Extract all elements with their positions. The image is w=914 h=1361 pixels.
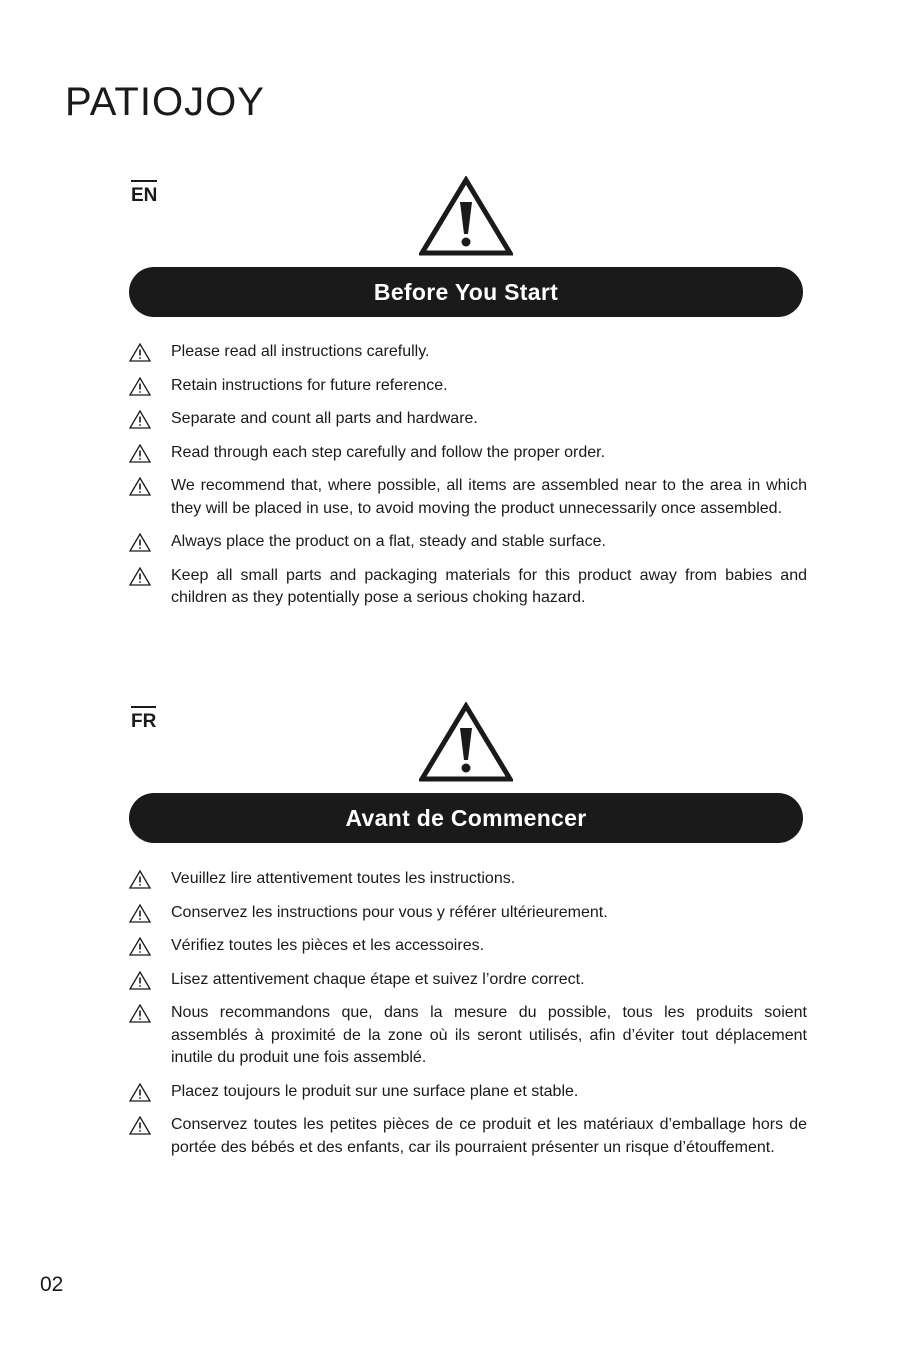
list-item: Vérifiez toutes les pièces et les accessoires. [129, 935, 807, 958]
warning-triangle-icon [129, 904, 151, 923]
warning-triangle-icon [129, 377, 151, 396]
warning-triangle-icon [129, 343, 151, 362]
list-item: Placez toujours le produit sur une surface plane et stable. [129, 1081, 807, 1104]
warning-triangle-icon [129, 1116, 151, 1135]
list-item: Read through each step carefully and follow the proper order. [129, 442, 807, 465]
list-item: Conservez toutes les petites pièces de ce produit et les matériaux d’emballage hors de portée des bébés et des enfants, car ils pourraient présenter un risque d’étouffement. [129, 1114, 807, 1159]
warning-triangle-icon [419, 702, 513, 782]
warning-triangle-icon [129, 567, 151, 586]
language-label-en: EN [131, 180, 157, 205]
warning-triangle-icon [129, 444, 151, 463]
list-item: Always place the product on a flat, steady and stable surface. [129, 531, 807, 554]
section-title-banner-fr [129, 793, 803, 843]
list-item: Retain instructions for future reference. [129, 375, 807, 398]
brand-logo: PATIOJOY [65, 80, 265, 124]
section-title: Before You Start [373, 278, 559, 305]
section-title: Avant de Commencer [345, 804, 587, 831]
warning-triangle-icon [129, 937, 151, 956]
warning-triangle-icon [129, 1004, 151, 1023]
warning-triangle-icon [419, 176, 513, 256]
warning-triangle-icon [129, 533, 151, 552]
section-title-banner-en [129, 267, 803, 317]
language-label-fr: FR [131, 706, 156, 731]
list-item: Lisez attentivement chaque étape et suivez l’ordre correct. [129, 969, 807, 992]
instruction-list-en [129, 341, 807, 621]
list-item: Keep all small parts and packaging materials for this product away from babies and children as they potentially pose a serious choking hazard. [129, 565, 807, 610]
list-item: Separate and count all parts and hardware. [129, 408, 807, 431]
warning-triangle-icon [129, 477, 151, 496]
list-item: We recommend that, where possible, all items are assembled near to the area in which they will be placed in use, to avoid moving the product unnecessarily once assembled. [129, 475, 807, 520]
warning-triangle-icon [129, 971, 151, 990]
list-item: Please read all instructions carefully. [129, 341, 807, 364]
warning-triangle-icon [129, 870, 151, 889]
page-number: 02 [40, 1273, 64, 1296]
instruction-list-fr [129, 868, 807, 1170]
list-item: Nous recommandons que, dans la mesure du possible, tous les produits soient assemblés à proximité de la zone où ils seront utilisés, afin d’éviter tout déplacement inutile du produit une fois assemblé. [129, 1002, 807, 1070]
list-item: Veuillez lire attentivement toutes les instructions. [129, 868, 807, 891]
list-item: Conservez les instructions pour vous y référer ultérieurement. [129, 902, 807, 925]
warning-triangle-icon [129, 1083, 151, 1102]
warning-triangle-icon [129, 410, 151, 429]
